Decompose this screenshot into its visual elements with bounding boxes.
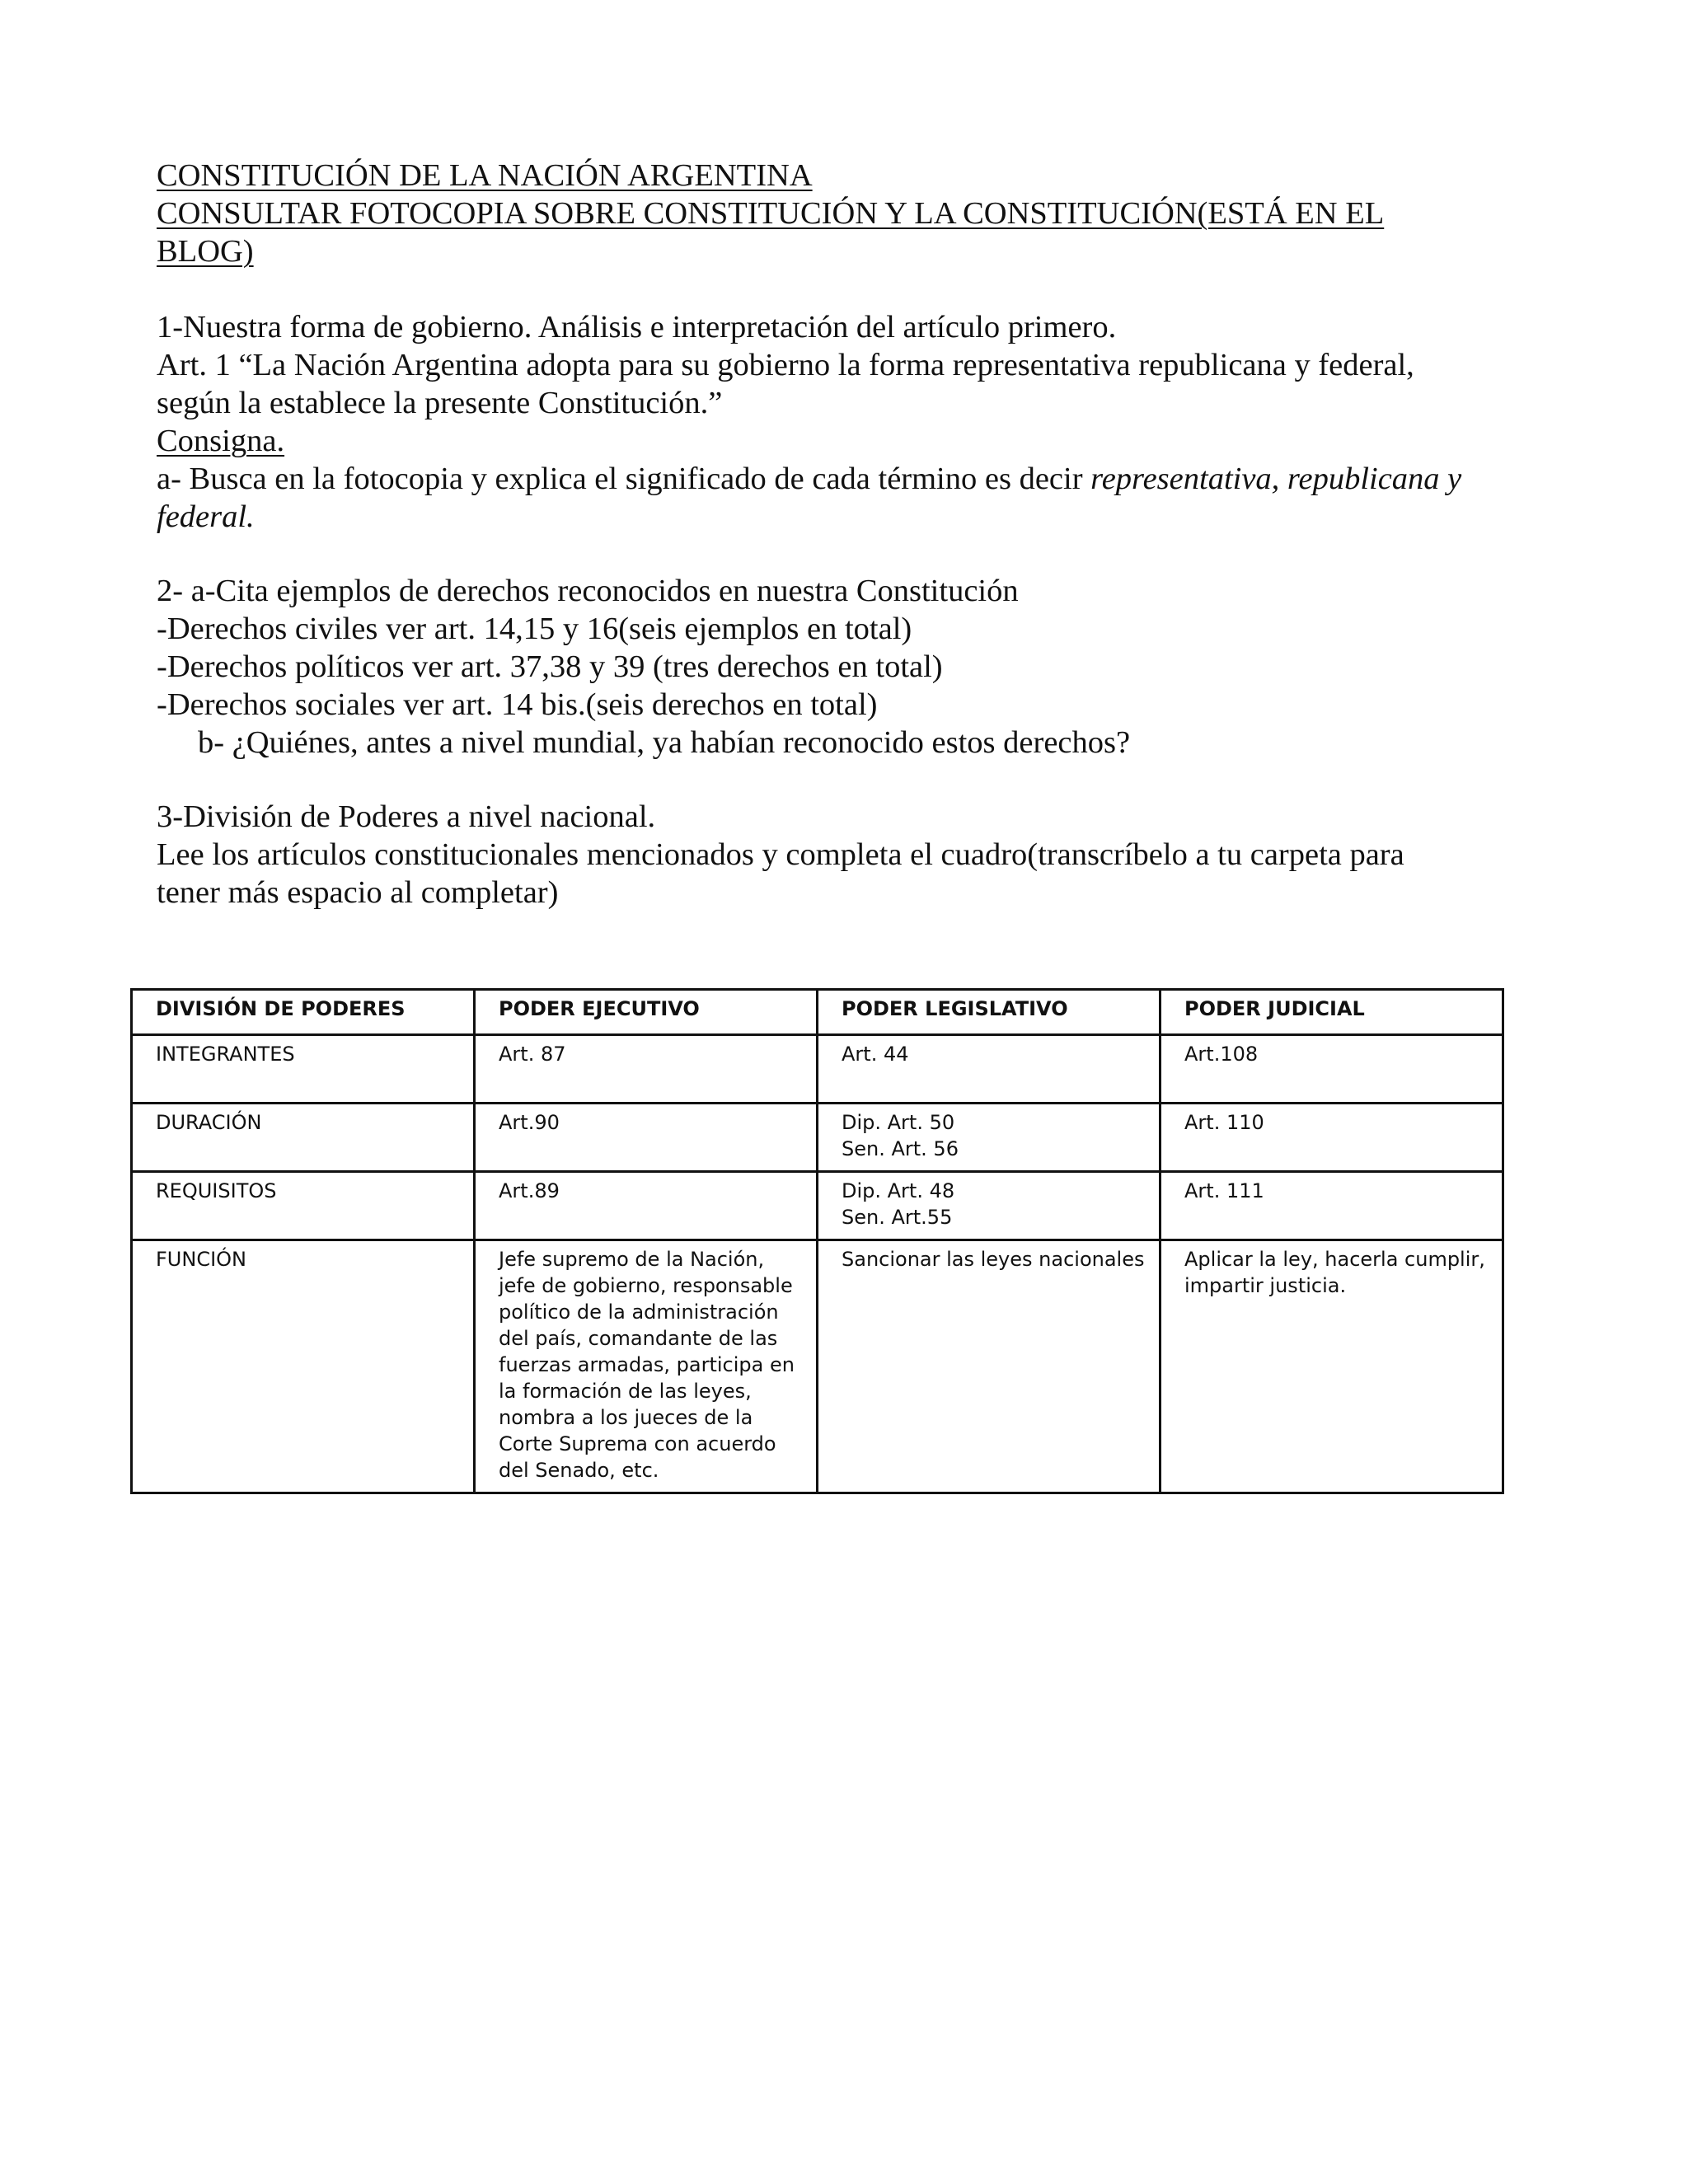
question-b: b- ¿Quiénes, antes a nivel mundial, ya habían reconocido estos derechos? [198, 725, 1131, 760]
article-1-quote-line2: según la establece la presente Constitución.” [157, 386, 723, 420]
table-row [132, 1172, 1503, 1240]
cell-judicial: Art. 111 [1160, 1172, 1503, 1240]
section-2-title: 2- a-Cita ejemplos de derechos reconocidos en nuestra Constitución [157, 574, 1019, 608]
consigna-label: Consigna. [157, 424, 285, 458]
row-label: INTEGRANTES [132, 1035, 475, 1104]
section-3-instruction-line1: Lee los artículos constitucionales mencionados y completa el cuadro(transcríbelo a tu carpeta para [157, 837, 1404, 872]
header-judicial: PODER JUDICIAL [1160, 990, 1503, 1035]
heading-title: CONSTITUCIÓN DE LA NACIÓN ARGENTINA [157, 158, 813, 193]
cell-executive: Art.89 [475, 1172, 818, 1240]
cell-judicial: Art.108 [1160, 1035, 1503, 1104]
cell-judicial: Art. 110 [1160, 1104, 1503, 1172]
division-of-powers-table [130, 988, 1504, 1494]
row-label: FUNCIÓN [132, 1240, 475, 1493]
row-label: REQUISITOS [132, 1172, 475, 1240]
rights-political: -Derechos políticos ver art. 37,38 y 39 (tres derechos en total) [157, 649, 943, 684]
heading-subtitle-line1: CONSULTAR FOTOCOPIA SOBRE CONSTITUCIÓN Y LA CONSTITUCIÓN(ESTÁ EN EL [157, 196, 1385, 231]
cell-executive: Art. 87 [475, 1035, 818, 1104]
section-3-instruction-line2: tener más espacio al completar) [157, 875, 559, 910]
section-3 [157, 798, 1574, 912]
cell-judicial: Aplicar la ley, hacerla cumplir, impartir justicia. [1160, 1240, 1503, 1493]
cell-executive: Jefe supremo de la Nación, jefe de gobierno, responsable político de la administración del país, comandante de las fuerzas armadas, participa en la formación de las leyes, nombra a los jueces de la Corte Suprema con acuerdo del Senado, etc. [475, 1240, 818, 1493]
task-a-text: a- Busca en la fotocopia y explica el significado de cada término es decir [157, 462, 1091, 496]
article-1-quote-line1: Art. 1 “La Nación Argentina adopta para su gobierno la forma representativa republicana y federal, [157, 348, 1414, 382]
section-1-title: 1-Nuestra forma de gobierno. Análisis e interpretación del artículo primero. [157, 310, 1117, 344]
cell-legislative: Art. 44 [818, 1035, 1160, 1104]
rights-social: -Derechos sociales ver art. 14 bis.(seis derechos en total) [157, 687, 878, 722]
task-a-line2: federal. [157, 499, 255, 534]
cell-legislative: Dip. Art. 50 Sen. Art. 56 [818, 1104, 1160, 1172]
table-row [132, 1104, 1503, 1172]
header-legislative: PODER LEGISLATIVO [818, 990, 1160, 1035]
heading-subtitle-line2: BLOG) [157, 234, 254, 269]
header-division: DIVISIÓN DE PODERES [132, 990, 475, 1035]
task-a-line1 [157, 460, 1574, 498]
rights-civil: -Derechos civiles ver art. 14,15 y 16(seis ejemplos en total) [157, 612, 912, 646]
table-row [132, 1240, 1503, 1493]
table-header-row [132, 990, 1503, 1035]
row-label: DURACIÓN [132, 1104, 475, 1172]
cell-executive: Art.90 [475, 1104, 818, 1172]
task-a-terms: representativa, republicana y [1090, 462, 1462, 496]
table-row [132, 1035, 1503, 1104]
document-heading [157, 157, 1574, 270]
section-3-title: 3-División de Poderes a nivel nacional. [157, 799, 656, 834]
cell-legislative: Dip. Art. 48 Sen. Art.55 [818, 1172, 1160, 1240]
cell-legislative: Sancionar las leyes nacionales [818, 1240, 1160, 1493]
section-2 [157, 572, 1574, 762]
header-executive: PODER EJECUTIVO [475, 990, 818, 1035]
section-1 [157, 308, 1574, 536]
